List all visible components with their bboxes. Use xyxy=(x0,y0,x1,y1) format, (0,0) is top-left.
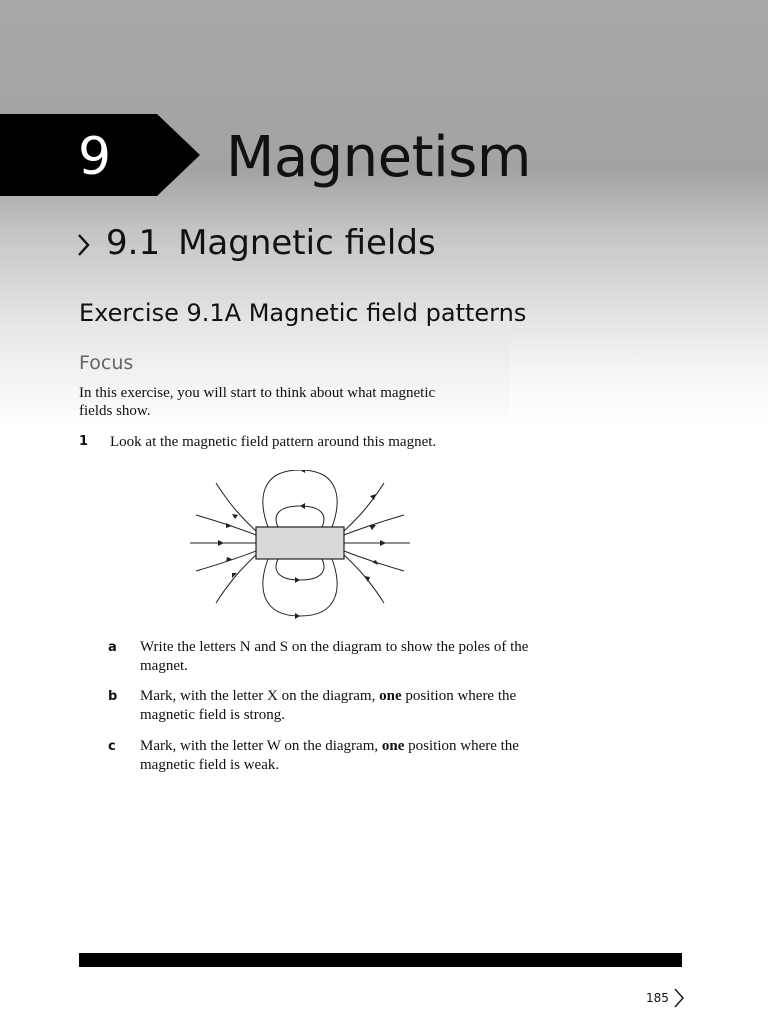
part-text-bold: one xyxy=(379,688,402,704)
section-number: 9.1 xyxy=(106,223,161,263)
chevron-right-icon xyxy=(76,220,106,266)
page-number: 185 xyxy=(646,991,669,1005)
section-title: Magnetic fields xyxy=(178,223,436,263)
part-text-after: position where the magnetic field is weak. xyxy=(140,738,519,773)
part-letter: c xyxy=(108,739,116,754)
part-text-bold: one xyxy=(381,738,405,754)
exercise-title: Exercise 9.1A Magnetic field patterns xyxy=(79,299,527,327)
focus-text: In this exercise, you will start to think about what magnetic fields show. xyxy=(79,385,436,419)
chapter-title: Magnetism xyxy=(226,125,531,190)
part-letter: b xyxy=(108,689,118,704)
part-letter: a xyxy=(108,640,117,655)
part-text xyxy=(140,687,530,725)
part-text xyxy=(140,638,530,676)
question-part-b xyxy=(108,687,528,727)
part-text-before: Mark, with the letter X on the diagram, xyxy=(140,688,380,704)
footer-bar xyxy=(79,953,682,967)
question-part-c xyxy=(108,737,528,777)
part-text-main: Write the letters N and S on the diagram to show the poles of the magnet. xyxy=(140,639,529,674)
question-text: Look at the magnetic field pattern around this magnet. xyxy=(110,434,437,450)
question-part-a xyxy=(108,638,528,678)
section-heading xyxy=(76,220,436,266)
magnetic-field-lines-figure xyxy=(180,470,420,620)
focus-heading: Focus xyxy=(79,352,134,374)
magnet-field-diagram xyxy=(180,470,420,620)
part-text-before: Mark, with the letter W on the diagram, xyxy=(140,738,382,754)
part-text-after: position where the magnetic field is strong. xyxy=(140,688,517,723)
next-page-chevron-icon[interactable] xyxy=(672,987,686,1014)
question-number: 1 xyxy=(79,434,89,449)
part-text xyxy=(140,737,530,775)
chapter-number: 9 xyxy=(78,127,112,187)
